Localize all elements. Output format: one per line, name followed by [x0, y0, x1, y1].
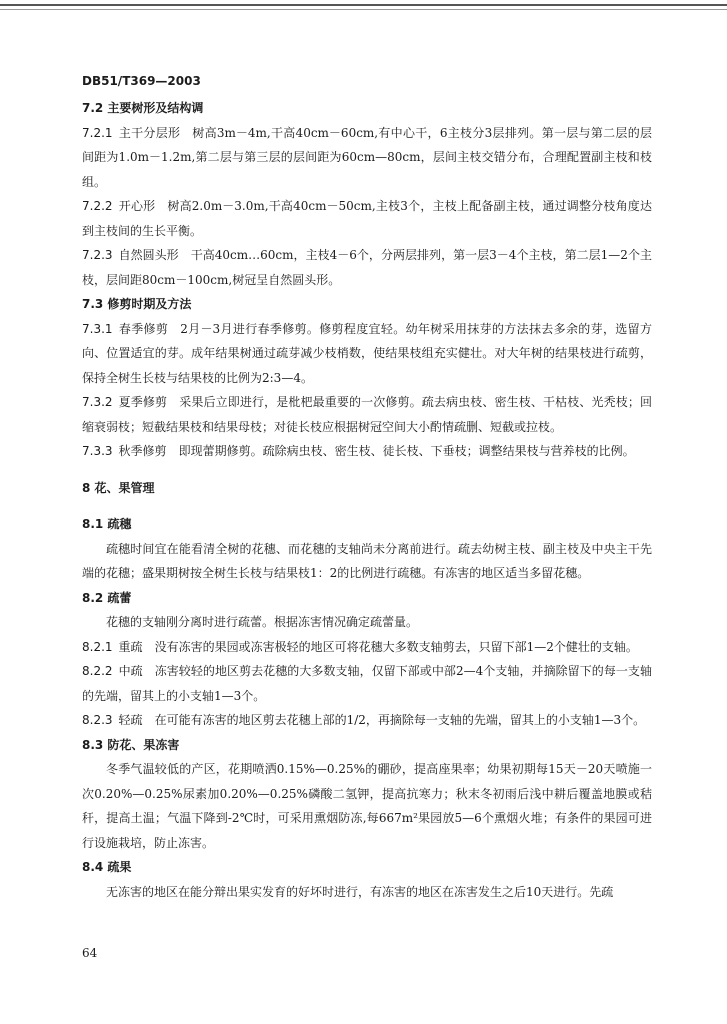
para-8-4: 无冻害的地区在能分辩出果实发育的好坏时进行，有冻害的地区在冻害发生之后10天进行。先疏: [106, 884, 614, 899]
heading-8-4: 8.4 疏果: [82, 860, 132, 874]
heading-8-1: 8.1 疏穗: [82, 517, 132, 531]
document-body: [82, 96, 652, 904]
heading-7-3: 7.3 修剪时期及方法: [82, 297, 192, 311]
clause-8-2-1: 8.2.1 重疏 没有冻害的果园或冻害极轻的地区可将花穗大多数支轴剪去，只留下部1—2个健壮的支轴。: [82, 639, 638, 654]
clause-7-3-1: 7.3.1 春季修剪 2月－3月进行春季修剪。修剪程度宜轻。幼年树采用抹芽的方法抹去多余的芽，选留方向、位置适宜的芽。成年结果树通过疏芽减少枝梢数，使结果枝组充实健壮。对大年树的结果枝进行疏剪，保持全树生长枝与结果枝的比例为2:3—4。: [82, 321, 652, 385]
clause-8-2-2: 8.2.2 中疏 冻害较轻的地区剪去花穗的大多数支轴，仅留下部或中部2—4个支轴，并摘除留下的每一支轴的先端，留其上的小支轴1—3个。: [82, 664, 652, 703]
para-8-2: 花穗的支轴刚分离时进行疏蕾。根据冻害情况确定疏蕾量。: [106, 615, 419, 629]
clause-7-3-3: 7.3.3 秋季修剪 即现蕾期修剪。疏除病虫枝、密生枝、徒长枝、下垂枝；调整结果枝与营养枝的比例。: [82, 444, 635, 458]
heading-7-2: 7.2 主要树形及结构调: [82, 101, 204, 115]
top-rule: [0, 4, 727, 6]
page-number: 64: [82, 946, 98, 960]
clause-7-2-3: 7.2.3 自然圆头形 干高40cm…60cm，主枝4－6个，分两层排列，第一层3－4个主枝，第二层1—2个主枝，层间距80cm－100cm,树冠呈自然圆头形。: [82, 248, 652, 287]
heading-8-3: 8.3 防花、果冻害: [82, 737, 180, 752]
clause-8-2-3: 8.2.3 轻疏 在可能有冻害的地区剪去花穗上部的1/2，再摘除每一支轴的先端，留其上的小支轴1—3个。: [82, 713, 646, 727]
clause-7-3-2: 7.3.2 夏季修剪 采果后立即进行，是枇杷最重要的一次修剪。疏去病虫枝、密生枝、干枯枝、光秃枝；回缩衰弱枝；短截结果枝和结果母枝；对徒长枝应根据树冠空间大小酌情疏删、短截或拉枝。: [82, 395, 652, 434]
standard-code: DB51/T369—2003: [82, 74, 201, 88]
clause-7-2-2: 7.2.2 开心形 树高2.0m－3.0m,干高40cm－50cm,主枝3个，主枝上配备副主枝，通过调整分枝角度达到主枝间的生长平衡。: [82, 199, 652, 238]
para-8-1: 疏穗时间宜在能看清全树的花穗、而花穗的支轴尚未分离前进行。疏去幼树主枝、副主枝及中央主干先端的花穗；盛果期树按全树生长枝与结果枝1：2的比例进行疏穗。有冻害的地区适当多留花穗。: [82, 541, 652, 580]
clause-7-2-1: 7.2.1 主干分层形 树高3m－4m,干高40cm－60cm,有中心干，6主枝分3层排列。第一层与第二层的层间距为1.0m－1.2m,第二层与第三层的层间距为60cm—80cm，层间主枝交错分布，合理配置副主枝和枝组。: [82, 125, 652, 189]
heading-8: 8 花、果管理: [82, 480, 155, 495]
para-8-3: 冬季气温较低的产区，花期喷洒0.15%—0.25%的硼砂，提高座果率；幼果初期每15天－20天喷施一次0.20%—0.25%尿素加0.20%—0.25%磷酸二氢钾，提高抗寒力；秋末冬初雨后浅中耕后覆盖地膜或秸秆，提高土温；气温下降到-2℃时，可采用熏烟防冻,每667m²果园放5—6个熏烟火堆；有条件的果园可进行设施栽培，防止冻害。: [82, 762, 652, 850]
top-rule-thin: [0, 9, 727, 10]
heading-8-2: 8.2 疏蕾: [82, 590, 132, 605]
